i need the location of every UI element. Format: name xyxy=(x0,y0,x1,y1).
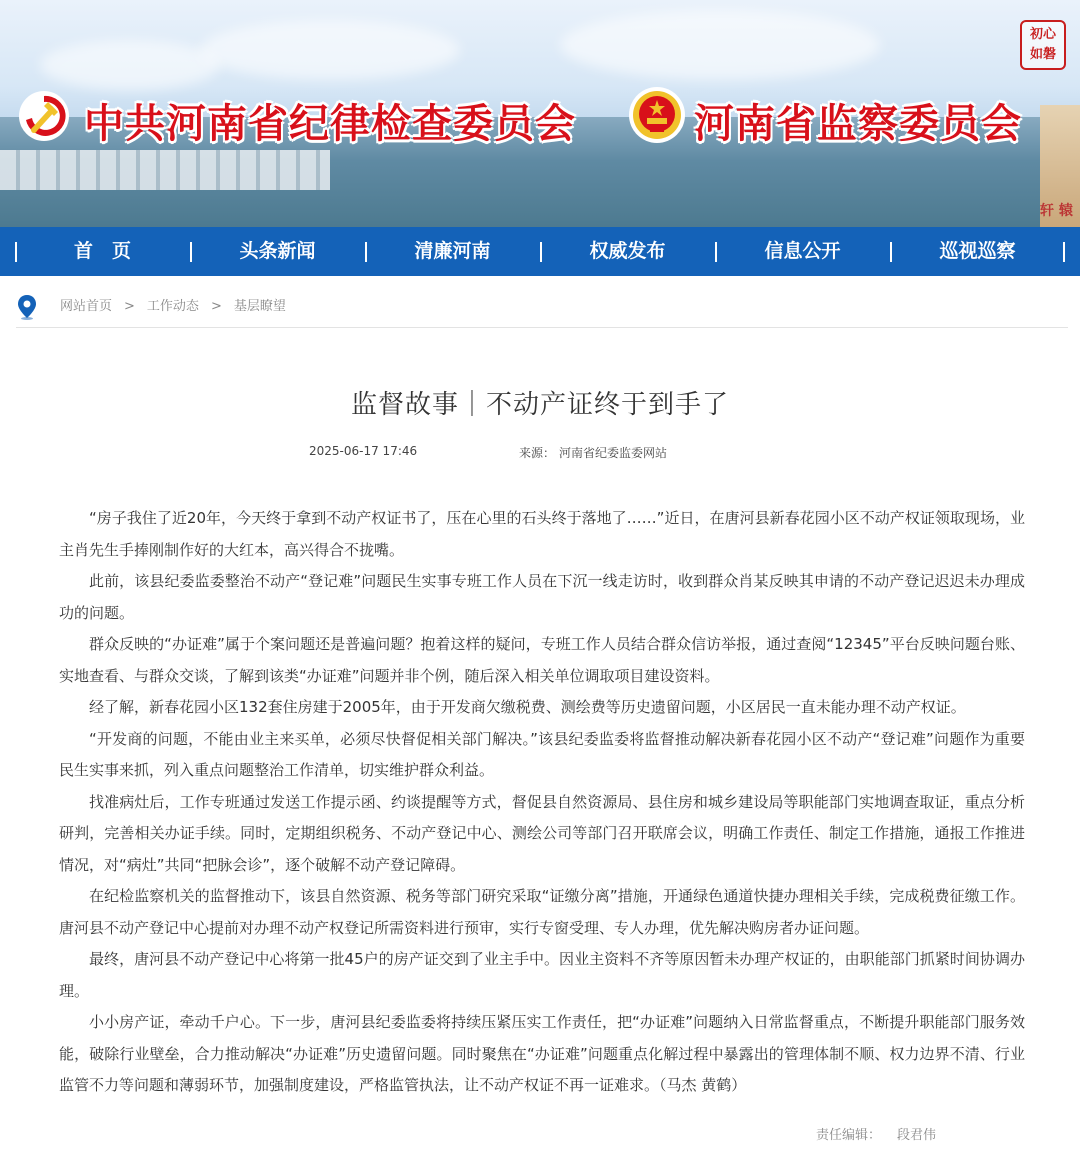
commission-title-left: 中共河南省纪律检查委员会 xyxy=(84,100,576,147)
commission-title-right: 河南省监察委员会 xyxy=(694,100,1022,147)
article-paragraph: 在纪检监察机关的监督推动下，该县自然资源、税务等部门研究采取“证缴分离”措施，开通绿色通道快捷办理相关手续，完成税费征缴工作。唐河县不动产登记中心提前对办理不动产权登记所需资料进行预审，实行专窗受理、专人办理，优先解决购房者办证问题。 xyxy=(59,887,1025,937)
nav-information[interactable]: 信息公开 xyxy=(764,240,841,262)
cloud-decoration xyxy=(40,40,220,90)
nav-home[interactable]: 首 页 xyxy=(73,240,131,262)
cloud-decoration xyxy=(200,20,460,80)
article-body xyxy=(59,503,1025,1102)
article-paragraph: “房子我住了近20年，今天终于拿到不动产权证书了，压在心里的石头终于落地了……”近日，在唐河县新春花园小区不动产权证领取现场，业主肖先生手捧刚制作好的大红本，高兴得合不拢嘴。 xyxy=(59,509,1025,559)
tower-label: 轩 辕 xyxy=(1040,203,1073,219)
nav-separator xyxy=(190,242,192,262)
article-paragraph: 最终，唐河县不动产登记中心将第一批45户的房产证交到了业主手中。因业主资料不齐等原因暂未办理产权证的，由职能部门抓紧时间协调办理。 xyxy=(59,950,1025,1000)
article-paragraph: 群众反映的“办证难”属于个案问题还是普遍问题？抱着这样的疑问，专班工作人员结合群众信访举报，通过查阅“12345”平台反映问题台账、实地查看、与群众交谈，了解到该类“办证难”问题并非个例，随后深入相关单位调取项目建设资料。 xyxy=(59,635,1025,685)
breadcrumb-separator: > xyxy=(210,299,222,314)
dam-decoration xyxy=(0,150,330,190)
nav-separator xyxy=(1063,242,1065,262)
cloud-decoration xyxy=(560,10,880,80)
editor-label: 责任编辑： xyxy=(816,1128,882,1143)
article-paragraph: 经了解，新春花园小区132套住房建于2005年，由于开发商欠缴税费、测绘费等历史遗留问题，小区居民一直未能办理不动产权证。 xyxy=(89,698,966,716)
nav-separator xyxy=(890,242,892,262)
breadcrumb-home[interactable]: 网站首页 xyxy=(60,299,113,314)
nav-bar xyxy=(15,227,1065,276)
seal-stamp: 初心 如磐 xyxy=(1020,20,1066,70)
nav-inspection[interactable]: 巡视巡察 xyxy=(939,240,1016,262)
nav-separator xyxy=(365,242,367,262)
article-paragraph: 找准病灶后，工作专班通过发送工作提示函、约谈提醒等方式，督促县自然资源局、县住房和城乡建设局等职能部门实地调查取证，重点分析研判，完善相关办证手续。同时，定期组织税务、不动产登记中心、测绘公司等部门召开联席会议，明确工作责任、制定工作措施，通报工作推进情况，对“病灶”共同“把脉会诊”，逐个破解不动产登记障碍。 xyxy=(59,792,1025,874)
responsible-editor xyxy=(816,1124,936,1143)
editor-name: 段君伟 xyxy=(897,1128,937,1143)
publish-date: 2025-06-17 17:46 xyxy=(309,444,418,458)
article-paragraph: 此前，该县纪委监委整治不动产“登记难”问题民生实事专班工作人员在下沉一线走访时，收到群众肖某反映其申请的不动产登记迟迟未办理成功的问题。 xyxy=(59,572,1025,622)
nav-separator xyxy=(715,242,717,262)
main-nav xyxy=(0,227,1080,276)
nav-official-release[interactable]: 权威发布 xyxy=(589,240,666,262)
article-title: 监督故事｜不动产证终于到手了 xyxy=(350,390,729,420)
site-banner xyxy=(0,0,1080,227)
location-pin-icon xyxy=(16,294,38,320)
breadcrumb-work-news[interactable]: 工作动态 xyxy=(146,299,199,314)
breadcrumb xyxy=(16,294,1068,328)
source-label: 来源： xyxy=(519,446,556,460)
national-emblem-icon xyxy=(628,86,686,144)
article-paragraph: “开发商的问题，不能由业主来买单，必须尽快督促相关部门解决。”该县纪委监委将监督推动解决新春花园小区不动产“登记难”问题作为重要民生实事来抓，列入重点问题整治工作清单，切实维护群众利益。 xyxy=(59,729,1025,779)
party-emblem-icon xyxy=(18,90,70,142)
nav-separator xyxy=(540,242,542,262)
article-paragraph: 小小房产证，牵动千户心。下一步，唐河县纪委监委将持续压紧压实工作责任，把“办证难”问题纳入日常监督重点，不断提升职能部门服务效能，破除行业壁垒，合力推动解决“办证难”历史遗留问题。同时聚焦在“办证难”问题重点化解过程中暴露出的管理体制不顺、权力边界不清、行业监管不力等问题和薄弱环节，加强制度建设，严格监管执法，让不动产权证不再一证难求。（马杰 黄鹤） xyxy=(59,1013,1025,1094)
breadcrumb-separator: > xyxy=(124,299,135,314)
nav-headlines[interactable]: 头条新闻 xyxy=(239,240,316,262)
nav-clean-henan[interactable]: 清廉河南 xyxy=(414,240,491,262)
source-name: 河南省纪委监委网站 xyxy=(559,446,668,460)
breadcrumb-grassroots[interactable]: 基层瞭望 xyxy=(233,299,286,314)
